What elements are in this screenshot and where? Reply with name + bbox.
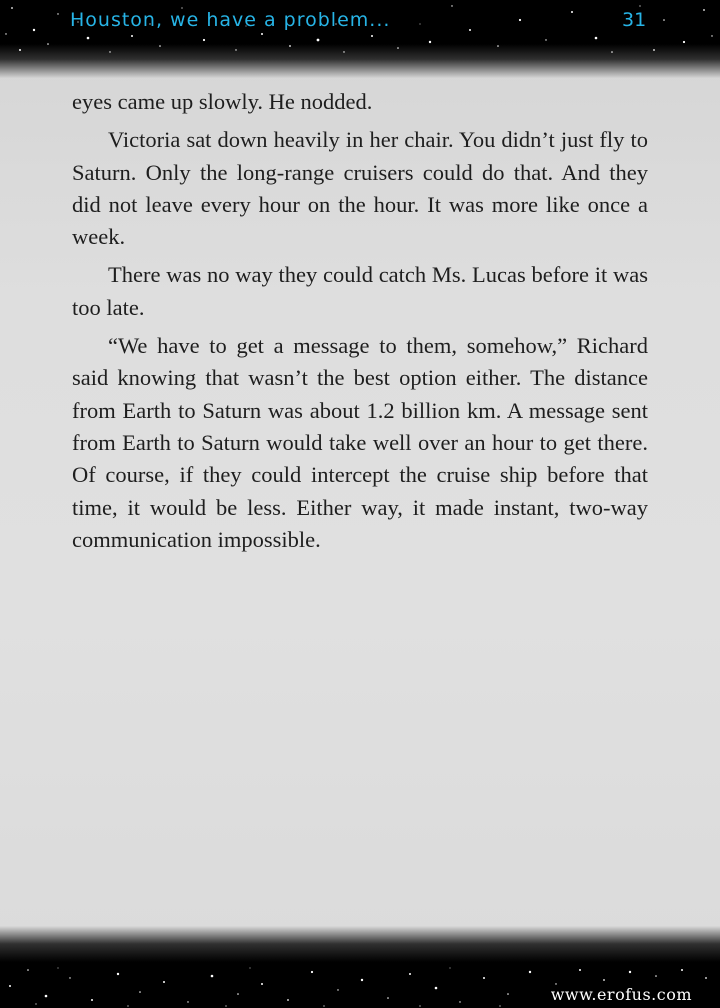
watermark-text: www.erofus.com bbox=[550, 985, 692, 1004]
paragraph-4: “We have to get a message to them, somehow,” Richard said knowing that wasn’t the best option either. The distance from Earth to Saturn was about 1.2 billion km. A message sent from Earth to Saturn would take well over an hour to get there. Of course, if they could intercept the cruise ship before that time, it would be less. Either way, it made instant, two-way communication impossible. bbox=[72, 333, 648, 552]
paragraph-2: Victoria sat down heavily in her chair. You didn’t just fly to Saturn. Only the long-range cruisers could do that. And they did not leave every hour on the hour. It was more like once a week. bbox=[72, 127, 648, 250]
paragraph-1: eyes came up slowly. He nodded. bbox=[72, 89, 373, 114]
running-header-title: Houston, we have a problem... bbox=[70, 9, 391, 31]
page-footer-band bbox=[0, 926, 720, 1008]
body-text bbox=[72, 86, 648, 562]
page-number: 31 bbox=[622, 9, 647, 31]
paragraph-3: There was no way they could catch Ms. Lucas before it was too late. bbox=[72, 262, 648, 320]
page-header-band bbox=[0, 0, 720, 78]
